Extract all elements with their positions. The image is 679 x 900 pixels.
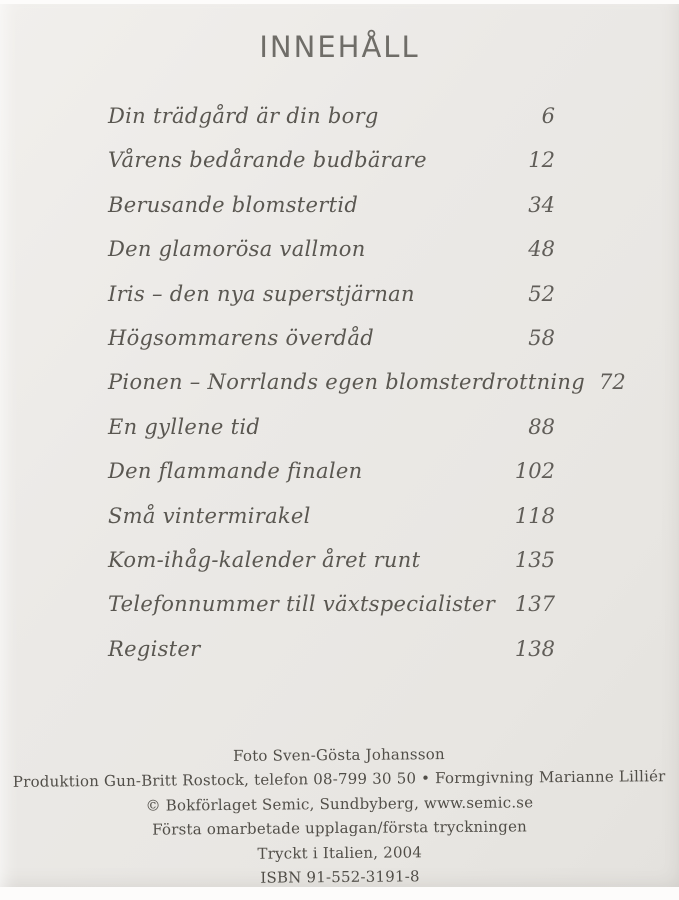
toc-entry: [108, 548, 555, 592]
toc-entry-page: 72: [598, 370, 626, 395]
toc-entry-page: 118: [514, 503, 555, 528]
toc-entry: [108, 637, 555, 681]
toc-entry-label: Vårens bedårande budbärare: [108, 148, 427, 173]
toc-entry: [108, 370, 626, 414]
toc-entry-label: Iris – den nya superstjärnan: [108, 281, 415, 306]
toc-entry: [108, 104, 555, 148]
toc-entry: [108, 459, 555, 503]
toc-entry: [108, 282, 555, 326]
toc-list: [108, 104, 626, 681]
toc-entry-label: Små vintermirakel: [108, 503, 311, 528]
toc-entry-page: 102: [514, 459, 555, 484]
toc-entry: [108, 237, 555, 281]
toc-entry-page: 138: [514, 636, 555, 661]
colophon-line-edition: Första omarbetade upplagan/första tryckningen: [152, 817, 528, 839]
toc-entry-label: Högsommarens överdåd: [108, 325, 374, 350]
colophon-line-photo-credit: Foto Sven-Gösta Johansson: [233, 745, 445, 765]
toc-entry-label: Register: [108, 636, 201, 661]
toc-entry: [108, 415, 555, 459]
toc-entry: [108, 193, 555, 237]
colophon-line-publisher: © Bokförlaget Semic, Sundbyberg, www.semic.se: [145, 793, 534, 815]
toc-entry-label: Kom-ihåg-kalender året runt: [108, 547, 421, 572]
toc-entry-page: 135: [514, 547, 555, 572]
colophon-line-isbn: ISBN 91-552-3191-8: [260, 867, 420, 887]
colophon-line-printed-in: Tryckt i Italien, 2004: [257, 842, 423, 863]
toc-entry-page: 6: [541, 104, 555, 128]
toc-entry-page: 52: [528, 281, 555, 306]
page-title: INNEHÅLL: [259, 30, 420, 64]
toc-entry-label: Den glamorösa vallmon: [108, 237, 366, 262]
toc-entry: [108, 504, 555, 548]
toc-entry-page: 137: [514, 592, 555, 617]
toc-entry-label: Den flammande finalen: [108, 459, 363, 484]
colophon-line-production-credit: Produktion Gun-Britt Rostock, telefon 08-799 30 50 • Formgivning Marianne Lilliér: [12, 767, 666, 792]
toc-entry: [108, 592, 555, 636]
toc-entry: [108, 148, 555, 192]
page: [0, 4, 679, 887]
toc-entry-page: 12: [528, 148, 555, 173]
toc-entry-label: Pionen – Norrlands egen blomsterdrottning: [108, 370, 585, 395]
toc-entry-page: 34: [528, 192, 555, 217]
toc-entry-page: 58: [528, 325, 555, 350]
toc-entry-label: En gyllene tid: [108, 414, 261, 439]
toc-entry-page: 88: [528, 414, 555, 439]
toc-entry-page: 48: [528, 237, 555, 262]
colophon: [0, 740, 679, 892]
toc-entry: [108, 326, 555, 370]
toc-entry-label: Din trädgård är din borg: [108, 104, 379, 128]
toc-entry-label: Telefonnummer till växtspecialister: [108, 592, 496, 617]
toc-entry-label: Berusande blomstertid: [108, 192, 359, 217]
